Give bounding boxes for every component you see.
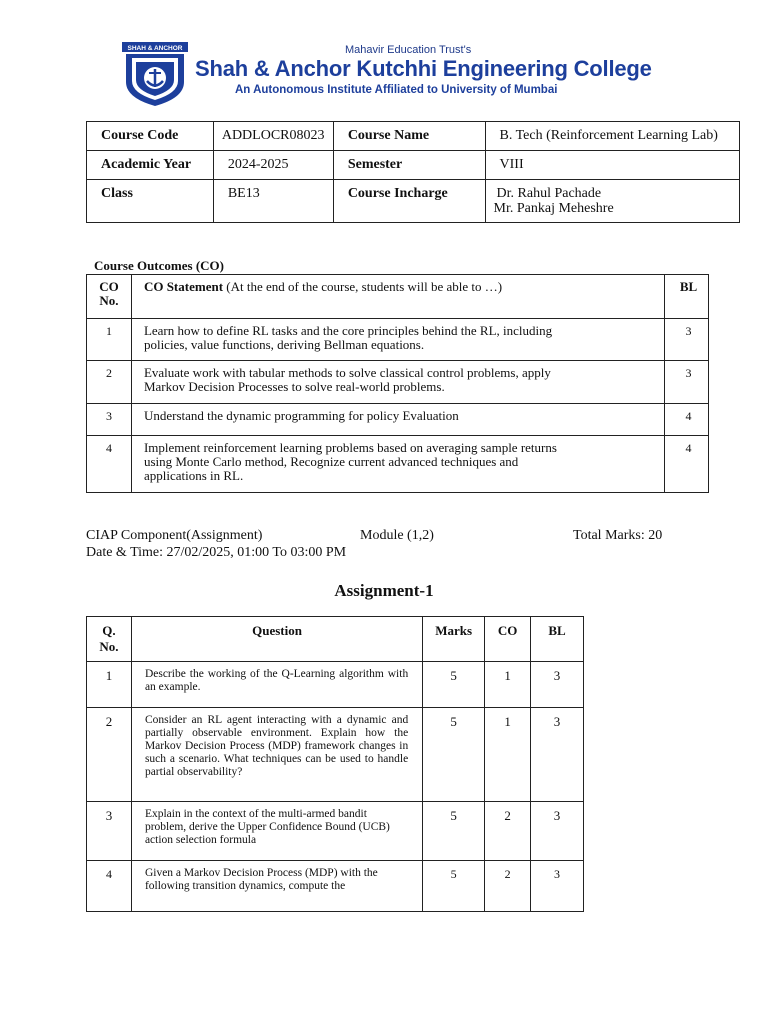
table-row (87, 361, 709, 404)
question-table (86, 616, 584, 912)
bl-header: BL (531, 617, 584, 662)
co-statement-header (131, 275, 664, 319)
table-header-row (87, 617, 584, 662)
co-statement (131, 436, 664, 493)
assignment-title: Assignment-1 (334, 581, 434, 600)
co-line: policies, value functions, deriving Bellman equations. (143, 337, 425, 352)
co-section-title: Course Outcomes (CO) (94, 258, 224, 273)
co-header: CO (485, 617, 531, 662)
academic-year: 2024-2025 (213, 151, 333, 180)
table-header-row (87, 275, 709, 319)
question-number: 1 (87, 662, 132, 708)
co-line: Implement reinforcement learning problems based on averaging sample returns (143, 440, 557, 455)
table-row (87, 861, 584, 912)
question-bl: 3 (531, 662, 584, 708)
co-statement-rest: (At the end of the course, students will be able to …) (223, 279, 503, 294)
table-row (87, 319, 709, 361)
date-time: Date & Time: 27/02/2025, 01:00 To 03:00 PM (86, 545, 347, 560)
affiliation: An Autonomous Institute Affiliated to University of Mumbai (235, 84, 558, 96)
co-number: 3 (87, 404, 132, 436)
co-line: Learn how to define RL tasks and the core principles behind the RL, including (143, 323, 553, 338)
trust-name: Mahavir Education Trust's (345, 44, 472, 56)
co-number: 2 (87, 361, 132, 404)
course-code: ADDLOCR08023 (213, 122, 333, 151)
question-number: 4 (87, 861, 132, 912)
table-row (87, 151, 740, 180)
question-co: 1 (485, 708, 531, 802)
table-row (87, 180, 740, 223)
table-row (87, 404, 709, 436)
co-no-header-1: CO (99, 279, 119, 294)
question-text: Given a Markov Decision Process (MDP) with the following transition dynamics, compute the (131, 861, 422, 912)
co-bl: 3 (665, 319, 709, 361)
co-no-header-2: No. (99, 293, 119, 308)
co-statement (131, 404, 664, 436)
question-number: 2 (87, 708, 132, 802)
college-name: Shah & Anchor Kutchhi Engineering College (195, 56, 652, 81)
co-line: Understand the dynamic programming for policy Evaluation (143, 408, 459, 423)
class-label: Class (87, 180, 214, 223)
course-outcomes-table (86, 274, 709, 493)
table-row (87, 436, 709, 493)
qno-header-2: No. (99, 639, 119, 654)
co-number: 1 (87, 319, 132, 361)
semester: VIII (485, 151, 739, 180)
co-line: using Monte Carlo method, Recognize current advanced techniques and (143, 454, 519, 469)
question-marks: 5 (423, 708, 485, 802)
co-bl: 4 (665, 404, 709, 436)
question-marks: 5 (423, 861, 485, 912)
qno-header (87, 617, 132, 662)
academic-year-label: Academic Year (87, 151, 214, 180)
question-text: Describe the working of the Q-Learning algorithm with an example. (131, 662, 422, 708)
question-bl: 3 (531, 802, 584, 861)
question-co: 2 (485, 802, 531, 861)
co-line: applications in RL. (143, 468, 244, 483)
module-label: Module (1,2) (360, 528, 434, 543)
question-bl: 3 (531, 861, 584, 912)
question-marks: 5 (423, 802, 485, 861)
co-bl: 3 (665, 361, 709, 404)
class: BE13 (213, 180, 333, 223)
shield-anchor-icon (120, 38, 190, 108)
question-text: Explain in the context of the multi-armed bandit problem, derive the Upper Confidence Bound (UCB) action selection formula (131, 802, 422, 861)
question-text: Consider an RL agent interacting with a dynamic and partially observable environment. Explain how the Markov Decision Process (MDP) framework changes in such a scenario. What techniques can be used to handle partial observability? (131, 708, 422, 802)
table-row (87, 802, 584, 861)
semester-label: Semester (333, 151, 485, 180)
course-name: B. Tech (Reinforcement Learning Lab) (485, 122, 739, 151)
college-logo (120, 38, 190, 108)
table-row (87, 708, 584, 802)
component-label: CIAP Component(Assignment) (86, 528, 263, 543)
logo-text: SHAH & ANCHOR (127, 45, 183, 52)
total-marks: Total Marks: 20 (573, 528, 663, 543)
table-row (87, 122, 740, 151)
marks-header: Marks (423, 617, 485, 662)
co-bl: 4 (665, 436, 709, 493)
co-line: Markov Decision Processes to solve real-world problems. (143, 379, 445, 394)
co-number: 4 (87, 436, 132, 493)
co-statement (131, 319, 664, 361)
co-statement-bold: CO Statement (143, 279, 224, 294)
qno-header-1: Q. (102, 623, 116, 638)
table-row (87, 662, 584, 708)
question-marks: 5 (423, 662, 485, 708)
course-incharge (485, 180, 739, 223)
course-name-label: Course Name (333, 122, 485, 151)
bl-header: BL (665, 275, 709, 319)
course-info-table (86, 121, 740, 223)
question-co: 2 (485, 861, 531, 912)
question-header: Question (131, 617, 422, 662)
course-code-label: Course Code (87, 122, 214, 151)
co-statement (131, 361, 664, 404)
incharge-2: Mr. Pankaj Meheshre (493, 201, 614, 216)
course-incharge-label: Course Incharge (333, 180, 485, 223)
question-bl: 3 (531, 708, 584, 802)
co-no-header (87, 275, 132, 319)
question-co: 1 (485, 662, 531, 708)
co-line: Evaluate work with tabular methods to solve classical control problems, apply (143, 365, 551, 380)
question-number: 3 (87, 802, 132, 861)
incharge-1: Dr. Rahul Pachade (496, 186, 602, 201)
